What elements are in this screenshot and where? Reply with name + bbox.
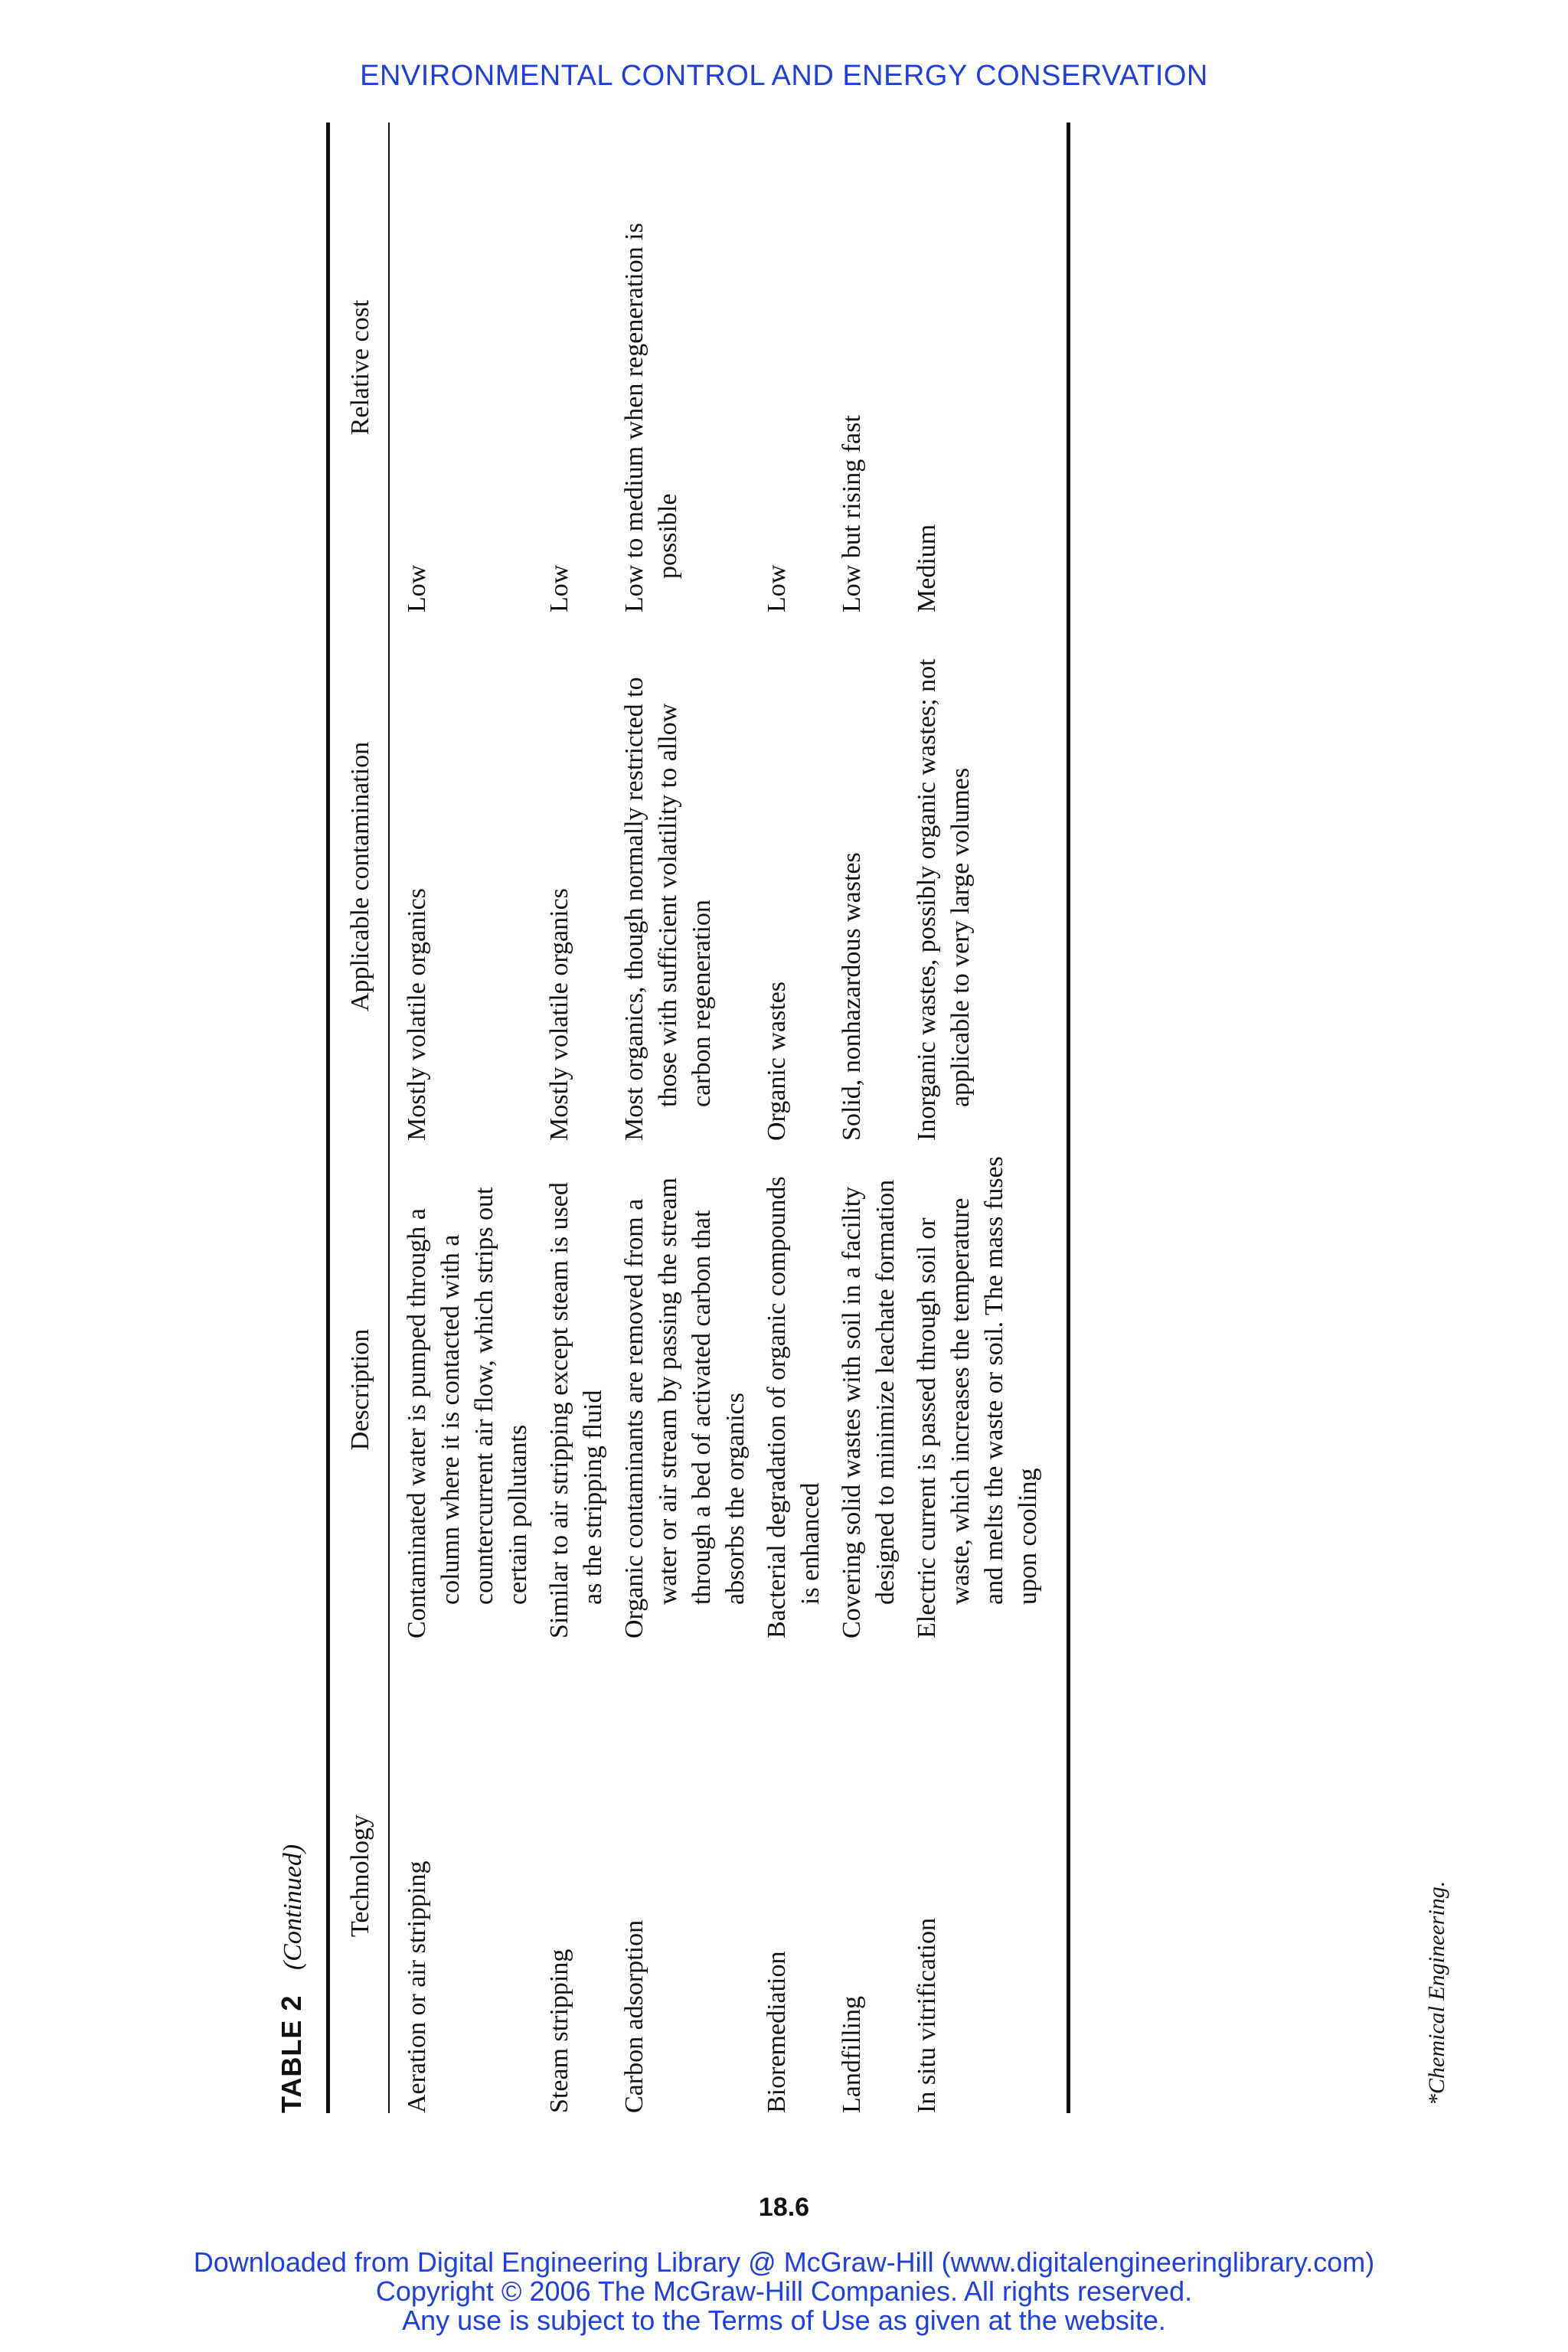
table-caption [276,122,322,2113]
table-row [832,122,907,2113]
table-continued: (Continued) [279,1844,307,1971]
table-header-row [330,122,389,2113]
cell-technology: Steam stripping [545,1949,573,2113]
cell-technology: Carbon adsorption [620,1919,648,2113]
column-header-description: Description [330,1141,389,1638]
footer-line-download[interactable]: Downloaded from Digital Engineering Library @ McGraw-Hill (www.digitalengineeringlibrary.com) [193,2246,1375,2278]
page-number: 18.6 [758,2193,810,2222]
cell-contamination: Mostly volatile organics [403,888,431,1141]
footer-line-terms: Any use is subject to the Terms of Use as given at the website. [402,2305,1166,2336]
cell-description: Electric current is passed through soil or waste, which increases the temperature and melts the waste or soil. The mass fuses upon cooling [913,1156,1042,1638]
table-row [757,122,832,2113]
remediation-table [330,122,1067,2113]
table-frame [326,122,1070,2113]
cell-cost: Medium [913,524,941,612]
footer-line-copyright: Copyright © 2006 The McGraw-Hill Companies. All rights reserved. [375,2275,1193,2307]
table-row [907,122,1067,2113]
cell-description: Contaminated water is pumped through a column where it is contacted with a countercurrent air flow, which strips out certain pollutants [403,1187,532,1638]
column-header-technology: Technology [330,1638,389,2113]
cell-technology: Bioremediation [763,1951,791,2113]
cell-technology: Landfilling [838,1996,866,2113]
cell-contamination: Inorganic wastes, possibly organic wastes; not applicable to very large volumes [913,658,975,1141]
cell-cost: Low [545,564,573,612]
table-row [389,122,540,2113]
table-row [540,122,615,2113]
table-footnote: *Chemical Engineering. [1424,1880,1449,2105]
cell-technology: Aeration or air stripping [403,1860,431,2113]
cell-technology: In situ vitrification [913,1918,941,2113]
cell-contamination: Solid, nonhazardous wastes [838,852,866,1141]
cell-contamination: Mostly volatile organics [545,888,573,1141]
cell-description: Similar to air stripping except steam is used as the stripping fluid [545,1182,607,1638]
table-row [615,122,757,2113]
table-label: TABLE 2 [276,1994,307,2113]
download-footer [0,2248,1568,2335]
cell-cost: Low [763,564,791,612]
cell-cost: Low but rising fast [838,415,866,612]
column-header-cost: Relative cost [330,122,389,612]
cell-contamination: Most organics, though normally restricted to those with sufficient volatility to allow carbon regeneration [620,677,716,1141]
cell-description: Organic contaminants are removed from a water or air stream by passing the stream through a bed of activated carbon that absorbs the organics [620,1178,750,1638]
cell-description: Bacterial degradation of organic compounds is enhanced [763,1176,825,1638]
cell-description: Covering solid wastes with soil in a facility designed to minimize leachate formation [838,1179,900,1638]
rotated-table-block [276,122,1470,2113]
cell-cost: Low [403,564,431,612]
running-head: ENVIRONMENTAL CONTROL AND ENERGY CONSERVATION [360,60,1208,92]
cell-contamination: Organic wastes [763,981,791,1141]
cell-cost: Low to medium when regeneration is possible [620,223,682,612]
column-header-contamination: Applicable contamination [330,612,389,1141]
